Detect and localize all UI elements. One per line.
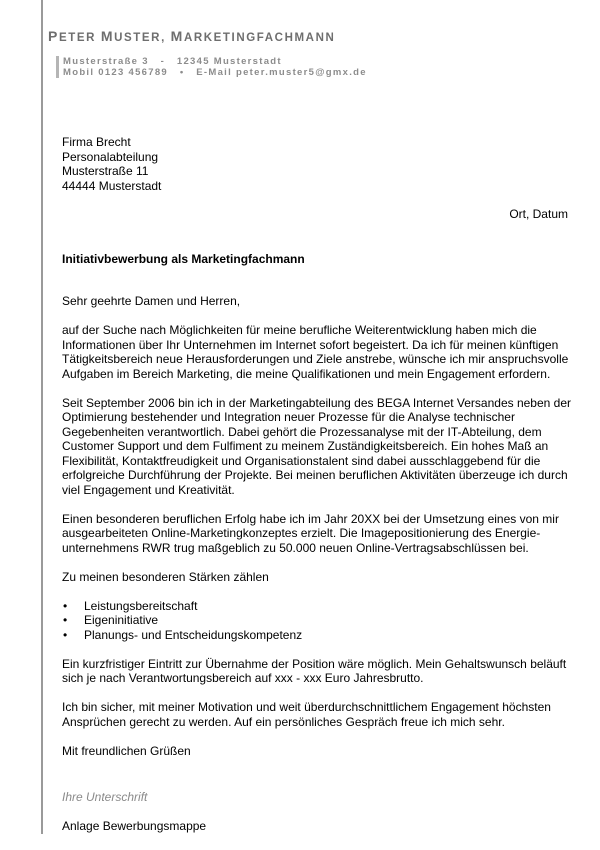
letter-body [62,294,577,773]
salutation: Sehr geehrte Damen und Herren, [62,294,241,308]
recipient-address [62,135,161,193]
paragraph: Seit September 2006 bin ich in der Marketingabteilung des BEGA Internet Versandes neben der Optimierung bestehender und Integration neuer Prozesse für die Analyse technischer Gegebenheiten verantwortlich. Dabei gehört die Prozessanalyse mit der IT-Abteilung, dem Customer Support und dem Fulfiment zu meinem Zuständigkeitsbereich. Ein hohes Maß an Flexibilität, Kontaktfreudigkeit und Organisationstalent sind dabei ausschlaggebend für die erfolgreiche Durchführung der Projekte. Bei meinen beruflichen Aktivitäten überzeuge ich durch viel Engagement und Kreativität. [62,395,571,497]
paragraph: Ich bin sicher, mit meiner Motivation und weit überdurchschnittlichem Engagement höchsten Ansprüchen gerecht zu werden. Auf ein persönliches Gespräch freue ich mich sehr. [62,700,551,729]
place-date: Ort, Datum [509,207,568,221]
sender-contact [56,56,367,78]
strengths-intro: Zu meinen besonderen Stärken zählen [62,569,269,584]
paragraph: auf der Suche nach Möglichkeiten für meine berufliche Weiterentwicklung haben mich die Informationen über Ihr Unternehmen im Internet sofort begeistert. Da ich für meinen künftigen Tätigkeitsbereich neue Herausforderungen und Ziele anstrebe, wünsche ich mir anspruchsvolle Aufgaben im Bereich Marketing, die meine Qualifikationen und mein Engagement erfordern. [62,323,569,381]
strengths-list [62,599,577,643]
recipient-department: Personalabteilung [62,149,159,164]
contact-address: Musterstraße 3 - 12345 Musterstadt [63,56,282,67]
paragraph: Ein kurzfristiger Eintritt zur Übernahme der Position wäre möglich. Mein Gehaltswunsch beläuft sich je nach Verantwortungsbereich auf xxx - xxx Euro Jahresbrutto. [62,656,567,685]
list-item: • Leistungsbereitschaft [62,599,577,614]
signature-placeholder: Ihre Unterschrift [62,790,148,804]
enclosure-note: Anlage Bewerbungsmappe [62,819,207,833]
list-item: • Eigeninitiative [62,613,577,628]
margin-rule [41,0,43,834]
subject-line: Initiativbewerbung als Marketingfachmann [62,252,305,266]
recipient-city: 44444 Musterstadt [62,178,162,193]
sender-name-title: PETER MUSTER, MARKETINGFACHMANN [48,28,336,44]
closing-greeting: Mit freundlichen Grüßen [62,743,191,758]
contact-phone-email: Mobil 0123 456789 • E-Mail peter.muster5@gmx.de [63,67,367,78]
paragraph: Einen besonderen beruflichen Erfolg habe ich im Jahr 20XX bei der Umsetzung eines von mir ausgearbeiteten Online-Marketingkonzeptes erzielt. Die Imagepositionierung des Energie-unternehmens RWR trug maßgeblich zu 50.000 neuen Online-Vertragsabschlüssen bei. [62,511,559,555]
recipient-company: Firma Brecht [62,135,131,149]
recipient-street: Musterstraße 11 [62,164,149,178]
list-item: • Planungs- und Entscheidungskompetenz [62,628,577,643]
